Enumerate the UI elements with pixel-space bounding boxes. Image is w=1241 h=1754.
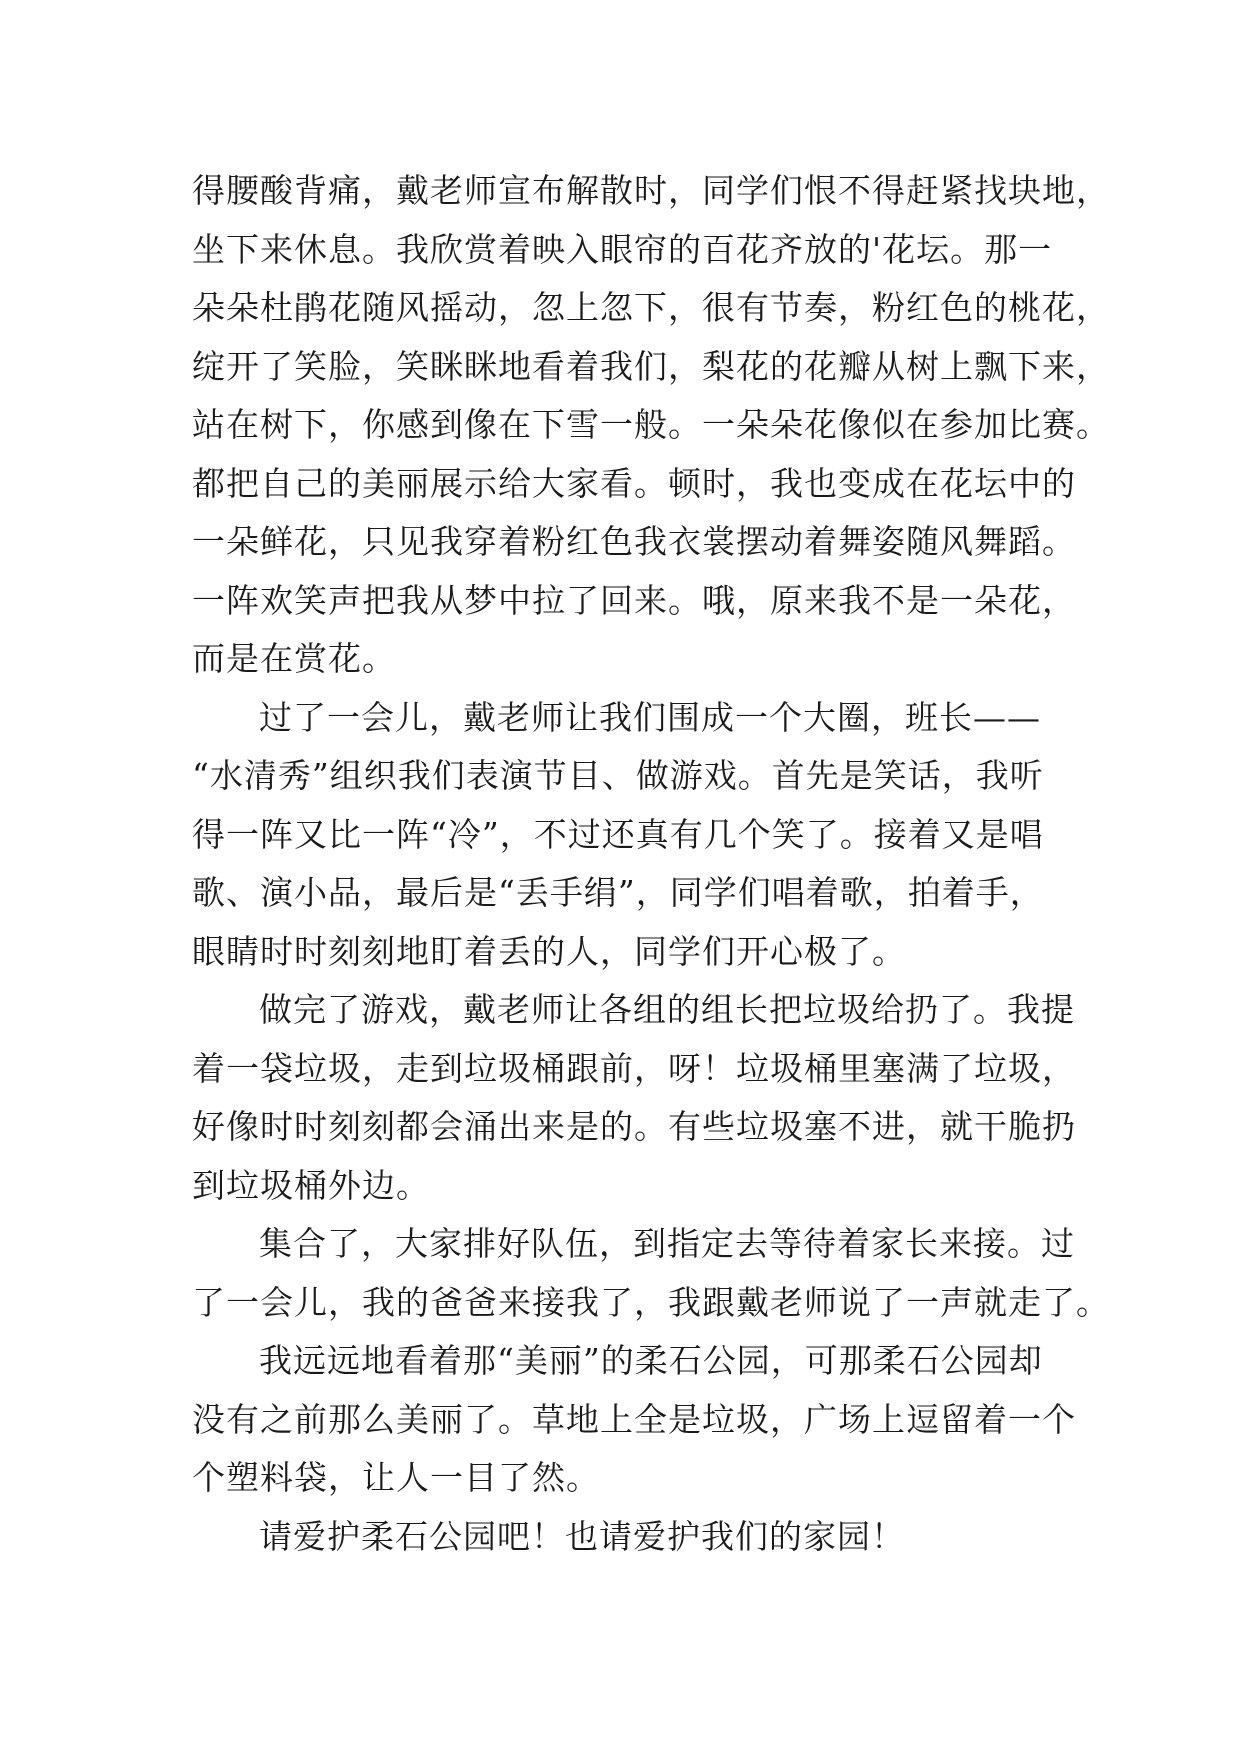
text-line: 得腰酸背痛，戴老师宣布解散时，同学们恨不得赶紧找块地，	[192, 171, 1110, 210]
text-line: 歌、演小品，最后是“丢手绢”，同学们唱着歌，拍着手，	[192, 873, 1044, 912]
text-line: 一阵欢笑声把我从梦中拉了回来。哦，原来我不是一朵花，	[192, 580, 1076, 620]
text-line: 好像时时刻刻都会涌出来是的。有些垃圾塞不进，就干脆扔	[192, 1107, 1076, 1146]
text-line: 没有之前那么美丽了。草地上全是垃圾，广场上逗留着一个	[192, 1399, 1076, 1439]
text-line: 得一阵又比一阵“冷”，不过还真有几个笑了。接着又是唱	[192, 814, 1044, 854]
text-line: 请爱护柔石公园吧！也请爱护我们的家园！	[259, 1516, 905, 1556]
text-line: 朵朵杜鹃花随风摇动，忽上忽下，很有节奏，粉红色的桃花，	[192, 288, 1110, 327]
body-text	[192, 162, 1110, 1566]
text-line: 坐下来休息。我欣赏着映入眼帘的百花齐放的'花坛。那一	[192, 229, 1053, 269]
text-line: 着一袋垃圾，走到垃圾桶跟前，呀！垃圾桶里塞满了垃圾，	[192, 1048, 1076, 1088]
text-line: 一朵鲜花，只见我穿着粉红色我衣裳摆动着舞姿随风舞蹈。	[192, 522, 1076, 561]
text-line: 集合了，大家排好队伍，到指定去等待着家长来接。过	[259, 1224, 1075, 1263]
text-line: 站在树下，你感到像在下雪一般。一朵朵花像似在参加比赛。	[192, 405, 1110, 444]
text-line: 过了一会儿，戴老师让我们围成一个大圈，班长——	[259, 697, 1041, 737]
text-line: 都把自己的美丽展示给大家看。顿时，我也变成在花坛中的	[192, 463, 1076, 503]
text-line: 个塑料袋，让人一目了然。	[192, 1458, 600, 1497]
text-line: 做完了游戏，戴老师让各组的组长把垃圾给扔了。我提	[259, 990, 1075, 1029]
text-line: 我远远地看着那“美丽”的柔石公园，可那柔石公园却	[259, 1341, 1043, 1380]
text-line: 了一会儿，我的爸爸来接我了，我跟戴老师说了一声就走了。	[192, 1282, 1110, 1322]
text-line: 而是在赏花。	[192, 639, 396, 678]
text-line: “水清秀”组织我们表演节目、做游戏。首先是笑话，我听	[192, 756, 1044, 795]
text-line: 绽开了笑脸，笑眯眯地看着我们，梨花的花瓣从树上飘下来，	[192, 346, 1110, 386]
text-line: 到垃圾桶外边。	[192, 1165, 430, 1205]
text-line: 眼睛时时刻刻地盯着丢的人，同学们开心极了。	[192, 931, 906, 971]
